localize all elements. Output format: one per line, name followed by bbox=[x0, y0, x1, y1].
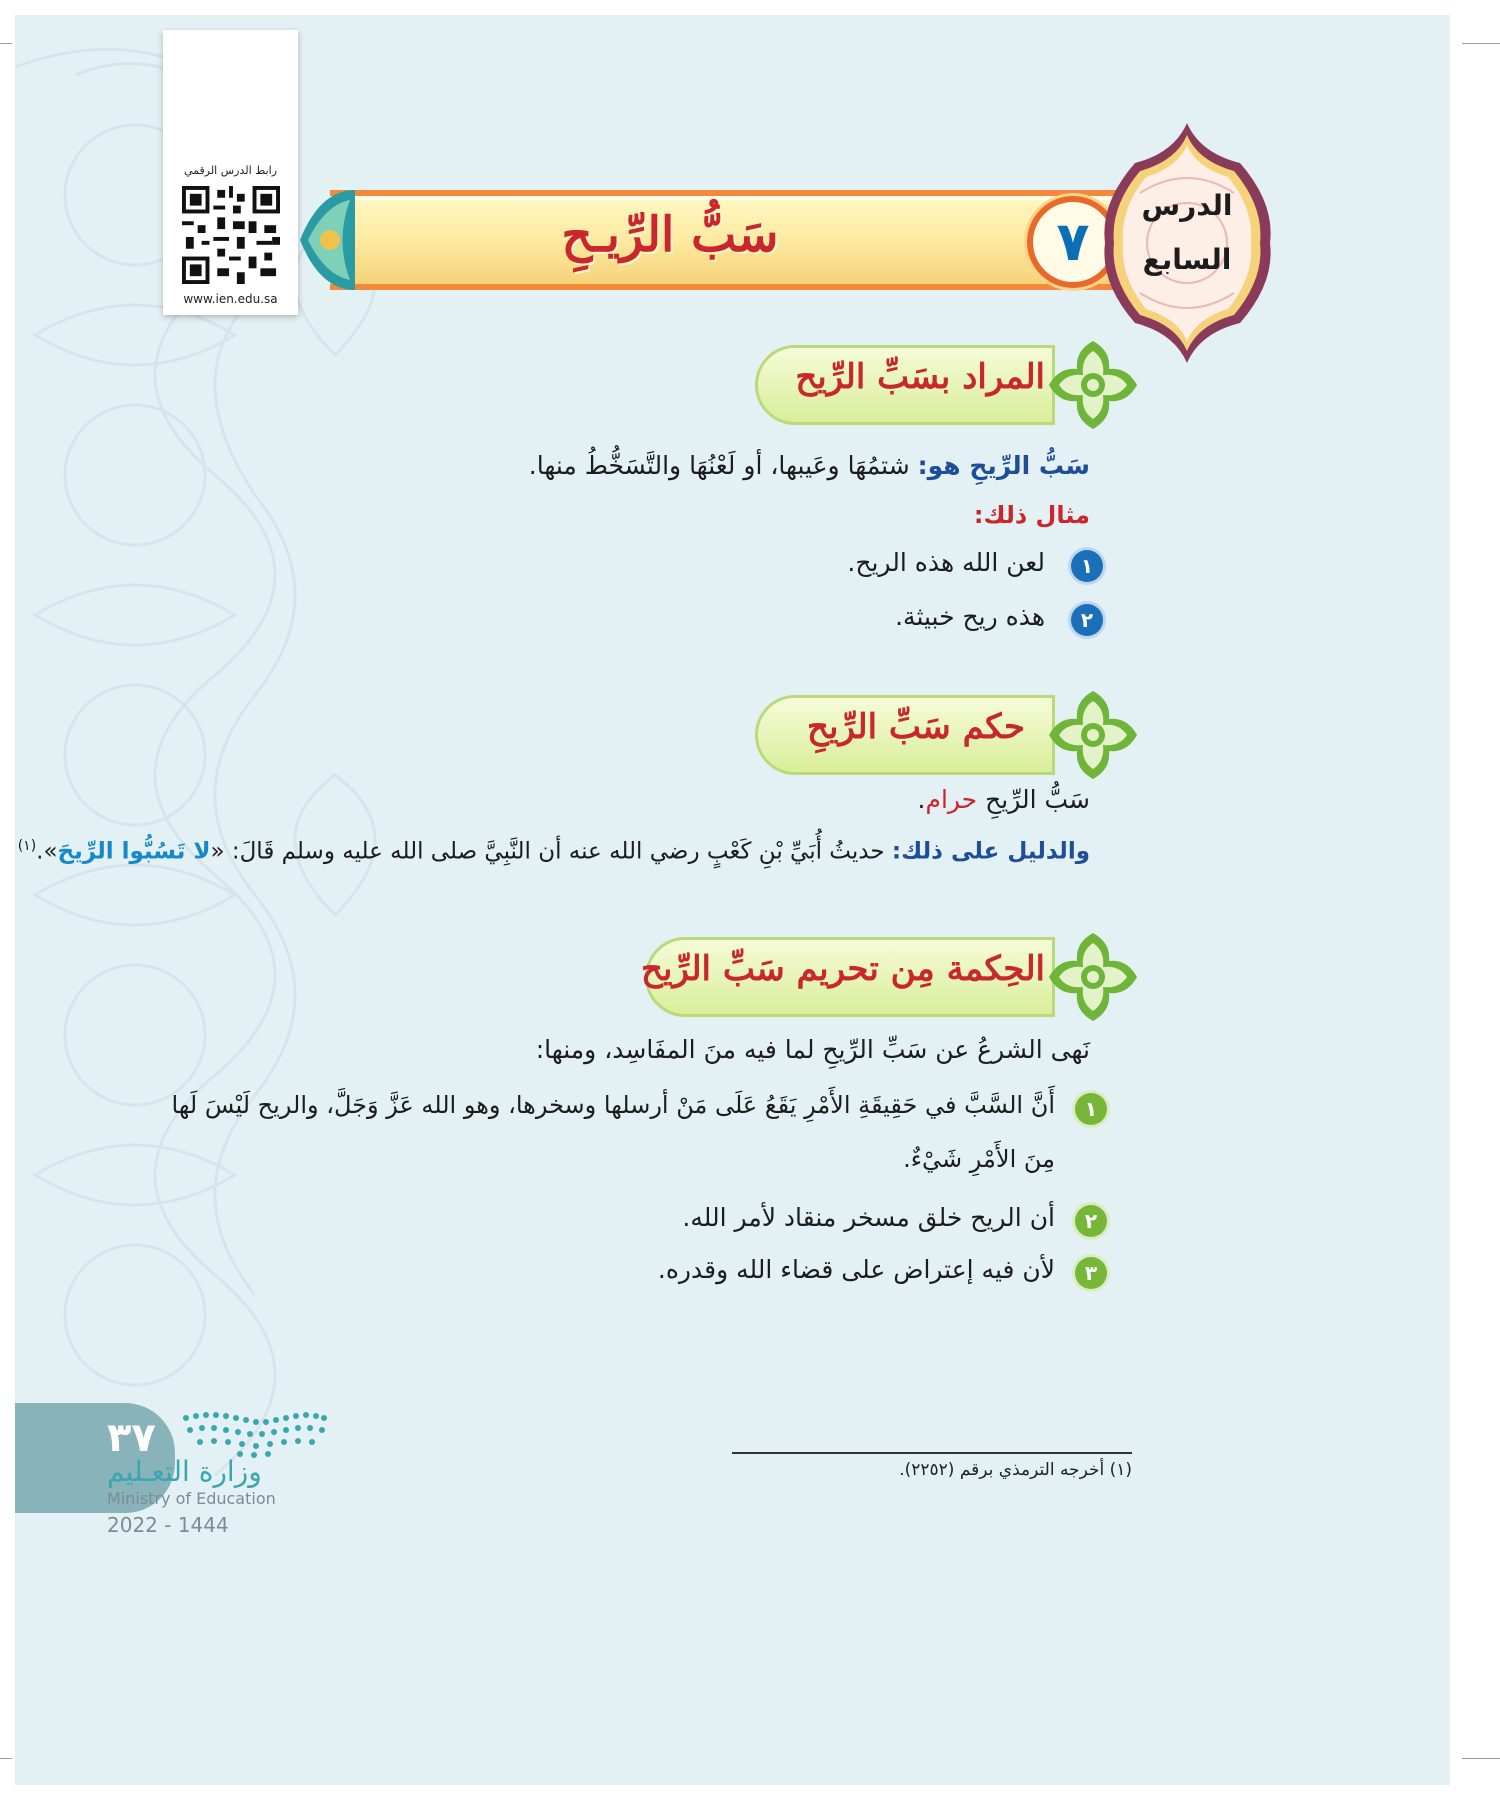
bullet-number: ٢ bbox=[1071, 604, 1103, 636]
example-item: هذه ريح خبيثة. bbox=[895, 602, 1045, 631]
ruling-suffix: . bbox=[917, 785, 926, 814]
footnote-ref[interactable]: (١) bbox=[17, 838, 37, 854]
definition-line bbox=[529, 451, 1090, 480]
example-label: مثال ذلك: bbox=[973, 501, 1090, 529]
crop-mark bbox=[0, 1758, 12, 1759]
qr-code-icon[interactable] bbox=[182, 186, 280, 284]
bullet-number: ٣ bbox=[1075, 1257, 1107, 1289]
hadith-text: لا تَسُبُّوا الرِّيحَ bbox=[57, 838, 211, 865]
footnote-text: (١) أخرجه الترمذي برقم (٢٢٥٢). bbox=[899, 1460, 1132, 1480]
ministry-logo-icon bbox=[180, 1410, 330, 1458]
section-heading-wisdom bbox=[641, 937, 1135, 1017]
digital-lesson-card[interactable] bbox=[163, 30, 298, 315]
flower-ornament-icon bbox=[1045, 687, 1141, 783]
bullet-number: ١ bbox=[1075, 1093, 1107, 1125]
textbook-page bbox=[15, 15, 1450, 1785]
section-title: حكم سَبِّ الرِّيحِ bbox=[807, 707, 1025, 747]
footnote-divider bbox=[732, 1452, 1132, 1454]
lesson-label: الدرس bbox=[1141, 189, 1233, 222]
definition-text: شتمُهَا وعَيبها، أو لَعْنُهَا والتَّسَخُّطُ منها. bbox=[528, 451, 918, 480]
evidence-line bbox=[18, 838, 1090, 865]
wisdom-item: لأن فيه إعتراض على قضاء الله وقدره. bbox=[657, 1255, 1055, 1284]
wisdom-item-continued: مِنَ الأَمْرِ شَيْءٌ. bbox=[903, 1145, 1055, 1173]
wisdom-item: أَنَّ السَّبَّ في حَقِيقَةِ الأَمْرِ يَقَعُ عَلَى مَنْ أرسلها وسخرها، وهو الله عَزَّ وَجَلَّ، والريح لَيْسَ لَها bbox=[171, 1091, 1055, 1119]
section-title: المراد بسَبِّ الرِّيح bbox=[795, 357, 1045, 397]
ruling-line bbox=[918, 785, 1090, 814]
flower-ornament-icon bbox=[1045, 929, 1141, 1025]
ministry-name-english: Ministry of Education bbox=[107, 1489, 276, 1508]
ministry-name-arabic: وزارة التعـليم bbox=[107, 1455, 262, 1488]
lesson-number: ٧ bbox=[1027, 196, 1119, 288]
crop-mark bbox=[0, 43, 12, 44]
bullet-number: ٢ bbox=[1075, 1205, 1107, 1237]
section-heading-meaning bbox=[755, 345, 1135, 425]
section-heading-ruling bbox=[755, 695, 1135, 775]
wisdom-item: أن الريح خلق مسخر منقاد لأمر الله. bbox=[682, 1203, 1055, 1232]
crop-mark bbox=[1462, 43, 1500, 44]
section-title: الحِكمة مِن تحريم سَبِّ الرِّيح bbox=[641, 949, 1045, 989]
page-number: ٣٧ bbox=[107, 1415, 156, 1461]
evidence-end: ». bbox=[36, 838, 58, 865]
evidence-label-on: على bbox=[942, 838, 1008, 865]
wisdom-intro: نَهى الشرعُ عن سَبِّ الرِّيحِ لما فيه منَ المفَاسِد، ومنها: bbox=[535, 1035, 1090, 1064]
edition-year: 2022 - 1444 bbox=[107, 1513, 229, 1537]
evidence-body: حديثُ أُبَيِّ بْنِ كَعْبٍ رضي الله عنه أن النَّبِيَّ صلى الله عليه وسلم قَالَ: « bbox=[210, 838, 892, 865]
evidence-label: والدليل bbox=[1007, 838, 1090, 865]
crop-mark bbox=[1462, 1758, 1500, 1759]
lesson-title: سَبُّ الرِّيـحِ bbox=[561, 207, 779, 263]
ruling-prefix: سَبُّ الرِّيحِ bbox=[977, 785, 1090, 814]
flower-ornament-icon bbox=[1045, 337, 1141, 433]
lesson-label-ordinal: السابع bbox=[1142, 243, 1232, 276]
qr-caption: رابط الدرس الرقمي bbox=[183, 164, 278, 177]
bullet-number: ١ bbox=[1071, 550, 1103, 582]
evidence-label-that: ذلك: bbox=[891, 838, 943, 865]
qr-url[interactable]: www.ien.edu.sa bbox=[183, 292, 278, 306]
example-item: لعن الله هذه الريح. bbox=[847, 548, 1045, 577]
definition-term: سَبُّ الرِّيحِ هو: bbox=[917, 451, 1090, 480]
ruling-word: حرام bbox=[925, 785, 978, 814]
